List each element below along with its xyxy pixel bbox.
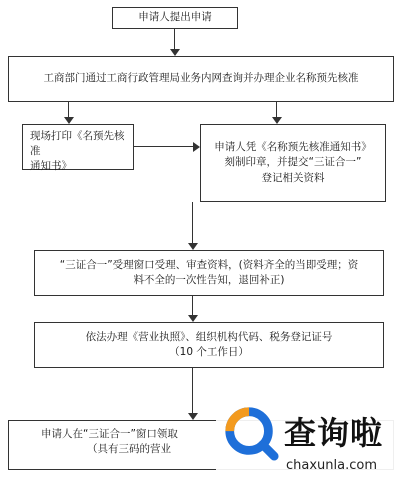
arrow-5: [187, 296, 199, 322]
step-license-processing: [34, 322, 384, 368]
step-handle-line2: （10 个工作日）: [169, 346, 249, 358]
step-window-line1: “三证合一”受理窗口受理、审查资料，(资料齐全的当即受理；资: [59, 258, 359, 271]
arrow-4: [187, 202, 199, 250]
step-apply: [112, 7, 238, 29]
step-print-line2: 通知书》: [30, 160, 72, 173]
arrow-2a: [63, 102, 75, 124]
arrow-2b: [271, 102, 283, 124]
step-name-check-text: 工商部门通过工商行政管理局业务内网查询并办理企业名称预先核准: [43, 72, 359, 85]
step-print-notice: [22, 124, 134, 173]
step-seal-line2: 刻制印章，并提交“三证合一”: [224, 156, 362, 169]
step-print-line1: 现场打印《名预先核准: [30, 130, 125, 158]
step-seal-submit: [200, 124, 386, 202]
watermark-en: chaxunla.com: [286, 458, 377, 473]
watermark: [216, 400, 396, 486]
magnifier-logo-icon: [222, 404, 280, 462]
step-seal-line3: 登记相关资料: [261, 171, 325, 184]
step-seal-line1: 申请人凭《名称预先核准通知书》: [214, 141, 372, 154]
step-name-check: [8, 56, 394, 102]
step-window-review: [34, 250, 384, 296]
arrow-3-to-4: [134, 141, 200, 153]
arrow-1: [169, 29, 181, 56]
arrow-6: [187, 368, 199, 420]
step-collect-line1: 申请人在“三证合一”窗口领取: [41, 428, 178, 440]
watermark-cn: 查询啦: [284, 414, 384, 452]
step-collect-line2: （具有三码的营业: [87, 443, 171, 456]
step-window-line2: 料不全的一次性告知，退回补正): [133, 274, 285, 286]
step-apply-text: 申请人提出申请: [138, 11, 212, 24]
step-handle-line1: 依法办理《营业执照》、组织机构代码、税务登记证号: [85, 330, 333, 343]
